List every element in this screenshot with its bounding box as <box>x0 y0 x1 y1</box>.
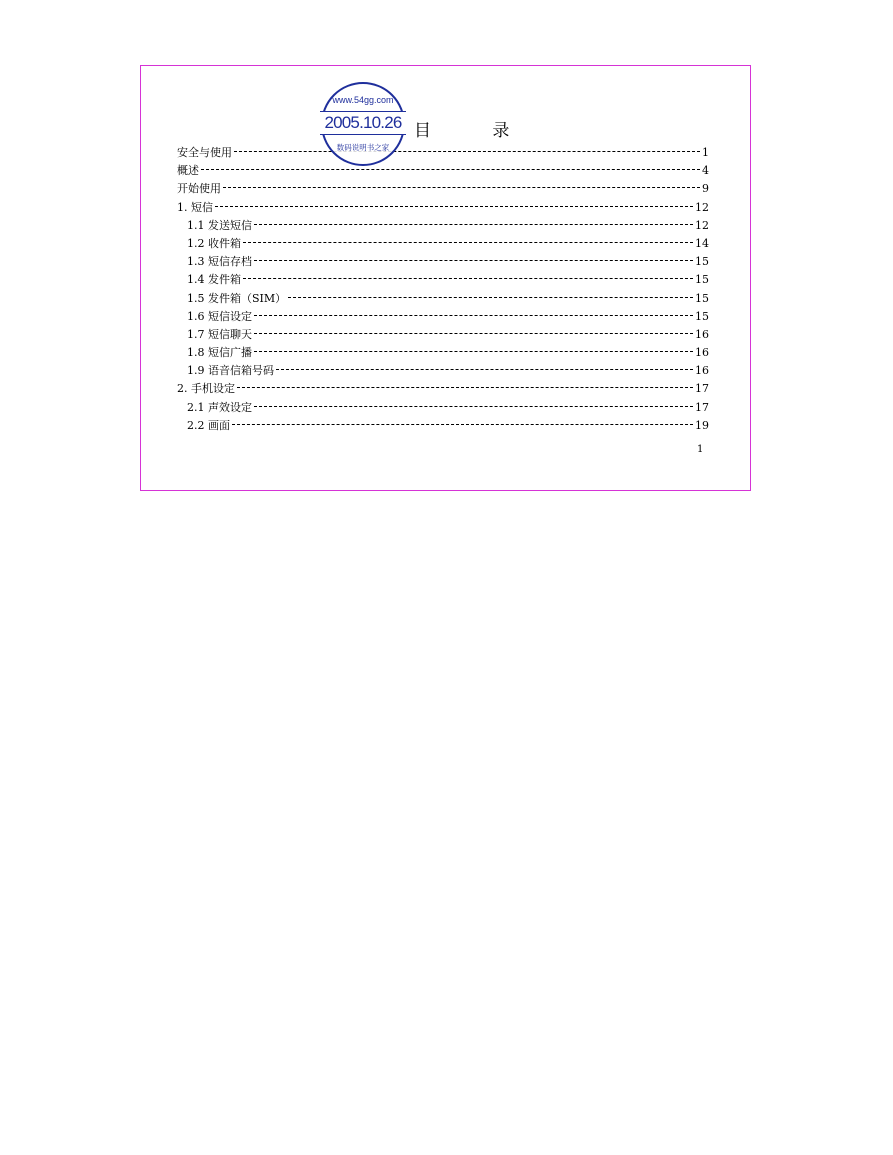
toc-entry-page: 15 <box>695 309 709 323</box>
toc-entry <box>177 180 709 198</box>
toc-entry-page: 19 <box>695 418 709 432</box>
toc-leader-dashes <box>215 206 693 207</box>
toc-entry <box>177 399 709 417</box>
toc-entry-label: 1.8 短信广播 <box>187 346 252 360</box>
toc-entry-label: 1. 短信 <box>177 200 213 214</box>
toc-entry <box>177 308 709 326</box>
toc-entry-label: 2. 手机设定 <box>177 382 235 396</box>
toc-leader-dashes <box>254 260 693 261</box>
toc-entry <box>177 253 709 271</box>
toc-entry-label: 2.2 画面 <box>187 418 230 432</box>
toc-entry-page: 9 <box>702 182 709 196</box>
page-number: 1 <box>697 444 704 455</box>
toc-entry <box>177 199 709 217</box>
stamp-seal <box>321 82 405 166</box>
toc-leader-dashes <box>201 169 700 170</box>
toc-entry-label: 开始使用 <box>177 182 221 196</box>
toc-entry <box>177 344 709 362</box>
toc-leader-dashes <box>243 242 693 243</box>
toc-leader-dashes <box>237 387 693 388</box>
table-of-contents <box>177 144 709 435</box>
toc-leader-dashes <box>276 369 693 370</box>
toc-entry-page: 15 <box>695 255 709 269</box>
toc-entry <box>177 162 709 180</box>
toc-entry-page: 12 <box>695 200 709 214</box>
toc-entry-label: 1.6 短信设定 <box>187 309 252 323</box>
toc-entry <box>177 417 709 435</box>
toc-entry-page: 17 <box>695 400 709 414</box>
toc-entry-label: 1.5 发件箱（SIM） <box>187 291 287 305</box>
stamp-name: 数码说明书之家 <box>336 143 390 152</box>
toc-entry <box>177 362 709 380</box>
toc-entry <box>177 271 709 289</box>
toc-entry <box>177 235 709 253</box>
toc-leader-dashes <box>223 187 700 188</box>
toc-entry <box>177 217 709 235</box>
toc-entry-label: 1.1 发送短信 <box>187 218 252 232</box>
toc-entry-page: 12 <box>695 218 709 232</box>
stamp-url: www.54gg.com <box>332 95 394 105</box>
toc-entry-label: 2.1 声效设定 <box>187 400 252 414</box>
toc-leader-dashes <box>254 333 693 334</box>
toc-leader-dashes <box>232 424 693 425</box>
toc-entry <box>177 144 709 162</box>
toc-entry-page: 14 <box>695 236 709 250</box>
toc-entry-page: 16 <box>695 346 709 360</box>
toc-entry-label: 安全与使用 <box>177 146 232 159</box>
toc-entry <box>177 326 709 344</box>
toc-entry-label: 1.4 发件箱 <box>187 273 241 287</box>
toc-entry-page: 4 <box>702 164 709 178</box>
toc-entry <box>177 380 709 398</box>
toc-entry-label: 1.7 短信聊天 <box>187 327 252 341</box>
toc-leader-dashes <box>254 406 693 407</box>
toc-entry-label: 1.9 语音信箱号码 <box>187 364 274 378</box>
toc-entry-label: 概述 <box>177 164 199 178</box>
toc-leader-dashes <box>243 278 693 279</box>
toc-leader-dashes <box>254 224 693 225</box>
stamp-date: 2005.10.26 <box>320 111 406 135</box>
toc-entry-page: 17 <box>695 382 709 396</box>
toc-entry-page: 15 <box>695 273 709 287</box>
toc-leader-dashes <box>234 151 700 152</box>
toc-title: 目 录 <box>414 121 538 141</box>
toc-entry-label: 1.2 收件箱 <box>187 236 241 250</box>
toc-leader-dashes <box>254 351 693 352</box>
toc-entry-page: 15 <box>695 291 709 305</box>
toc-leader-dashes <box>288 297 693 298</box>
toc-entry-page: 16 <box>695 364 709 378</box>
toc-entry-label: 1.3 短信存档 <box>187 255 252 269</box>
toc-leader-dashes <box>254 315 693 316</box>
toc-entry-page: 16 <box>695 327 709 341</box>
toc-entry-page: 1 <box>702 146 709 159</box>
toc-entry <box>177 290 709 308</box>
